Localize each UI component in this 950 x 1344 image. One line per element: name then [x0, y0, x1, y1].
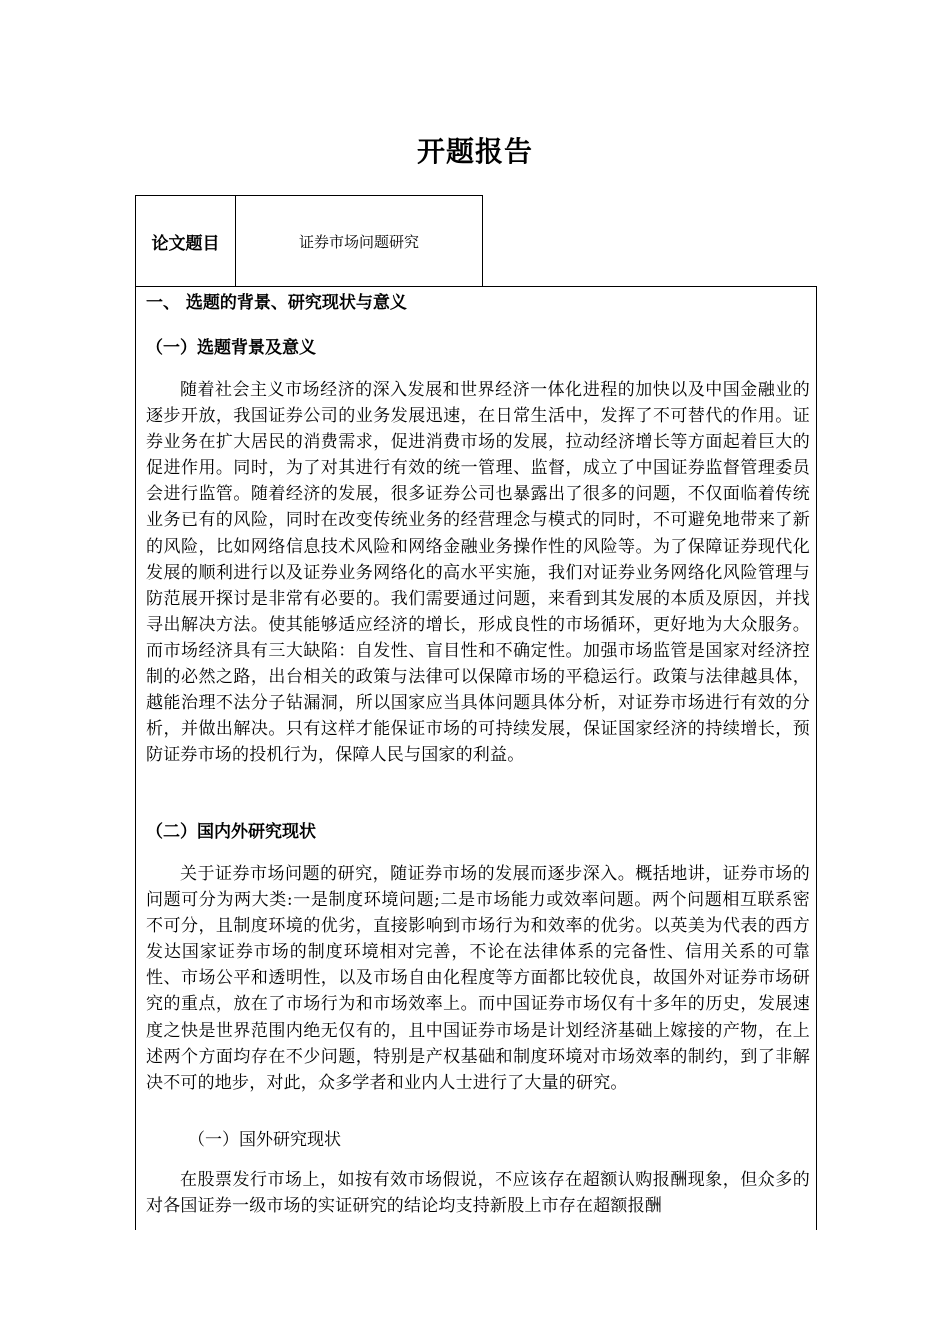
- foreign-research-paragraph: 在股票发行市场上，如按有效市场假说，不应该存在超额认购报酬现象，但众多的对各国证券一级市场的实证研究的结论均支持新股上市存在超额报酬: [146, 1170, 810, 1217]
- subsection-heading-research-status: （二）国内外研究现状: [146, 822, 316, 842]
- subsubsection-heading-foreign: （一）国外研究现状: [188, 1130, 341, 1150]
- background-paragraph: 随着社会主义市场经济的深入发展和世界经济一体化进程的加快以及中国金融业的逐步开放，我国证券公司的业务发展迅速，在日常生活中，发挥了不可替代的作用。证券业务在扩大居民的消费需求，促进消费市场的发展，拉动经济增长等方面起着巨大的促进作用。同时，为了对其进行有效的统一管理、监督，成立了中国证券监督管理委员会进行监管。随着经济的发展，很多证券公司也暴露出了很多的问题，不仅面临着传统业务已有的风险，同时在改变传统业务的经营理念与模式的同时，不可避免地带来了新的风险，比如网络信息技术风险和网络金融业务操作性的风险等。为了保障证券现代化发展的顺利进行以及证券业务网络化的高水平实施，我们对证券业务网络化风险管理与防范展开探讨是非常有必要的。我们需要通过问题，来看到其发展的本质及原因，并找寻出解决方法。使其能够适应经济的增长，形成良性的市场循环，更好地为大众服务。而市场经济具有三大缺陷：自发性、盲目性和不确定性。加强市场监管是国家对经济控制的必然之路，出台相关的政策与法律可以保障市场的平稳运行。政策与法律越具体，越能治理不法分子钻漏洞，所以国家应当具体问题具体分析，对证券市场进行有效的分析，并做出解决。只有这样才能保证市场的可持续发展，保证国家经济的持续增长，预防证券市场的投机行为，保障人民与国家的利益。: [146, 380, 810, 766]
- topic-value: 证券市场问题研究: [298, 232, 419, 251]
- content-table-cell: [135, 286, 817, 1230]
- topic-label: 论文题目: [136, 196, 236, 286]
- section-heading: 一、 选题的背景、研究现状与意义: [146, 293, 407, 313]
- research-status-paragraph: 关于证券市场问题的研究，随证券市场的发展而逐步深入。概括地讲，证券市场的问题可分为两大类:一是制度环境问题;二是市场能力或效率问题。两个问题相互联系密不可分，且制度环境的优劣，直接影响到市场行为和效率的优劣。以英美为代表的西方发达国家证券市场的制度环境相对完善，不论在法律体系的完备性、信用关系的可靠性、市场公平和透明性，以及市场自由化程度等方面都比较优良，故国外对证券市场研究的重点，放在了市场行为和市场效率上。而中国证券市场仅有十多年的历史，发展速度之快是世界范围内绝无仅有的，且中国证券市场是计划经济基础上嫁接的产物，在上述两个方面均存在不少问题，特别是产权基础和制度环境对市场效率的制约，到了非解决不可的地步，对此，众多学者和业内人士进行了大量的研究。: [146, 864, 810, 1093]
- topic-table: [135, 195, 483, 287]
- subsection-heading-background: （一）选题背景及意义: [146, 338, 316, 358]
- page-title: 开题报告: [416, 135, 533, 168]
